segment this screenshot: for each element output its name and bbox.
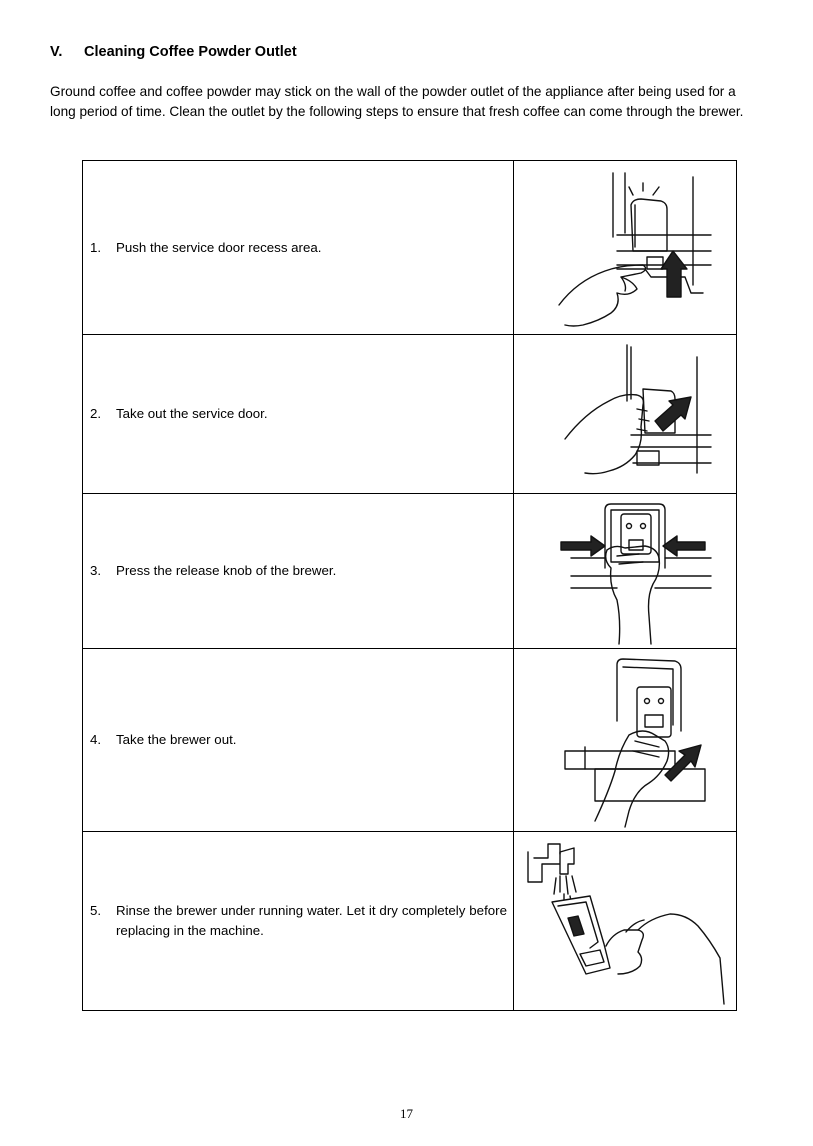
step-row-2	[83, 335, 737, 494]
step-number: 3.	[90, 563, 102, 578]
section-heading	[50, 44, 297, 60]
step-number: 1.	[90, 239, 102, 255]
step-image-cell	[514, 649, 737, 832]
section-number: V.	[50, 44, 63, 60]
press-service-door-illustration	[525, 165, 725, 330]
step-text-cell	[83, 335, 514, 494]
intro-paragraph: Ground coffee and coffee powder may stick on the wall of the powder outlet of the appliance after being used for a long period of time. Clean the outlet by the following steps to ensure that fresh coffee can come through the brewer.	[50, 84, 744, 119]
step-text: Push the service door recess area.	[116, 239, 322, 255]
page-number: 17	[400, 1106, 413, 1121]
step-text-cell	[83, 832, 514, 1011]
step-image-cell	[514, 494, 737, 649]
step-row-4	[83, 649, 737, 832]
step-text: Rinse the brewer under running water. Let it dry completely before replacing in the machine.	[116, 903, 507, 938]
step-text-cell	[83, 494, 514, 649]
step-text-cell	[83, 161, 514, 335]
remove-service-door-illustration	[525, 339, 725, 489]
step-number: 4.	[90, 732, 102, 747]
step-text: Take out the service door.	[116, 406, 268, 421]
step-image-cell	[514, 832, 737, 1011]
step-number: 5.	[90, 903, 102, 918]
step-number: 2.	[90, 406, 102, 421]
step-row-3	[83, 494, 737, 649]
step-row-1	[83, 161, 737, 335]
press-release-knob-illustration	[525, 496, 725, 646]
step-text: Take the brewer out.	[116, 732, 237, 747]
step-text-cell	[83, 649, 514, 832]
step-image-cell	[514, 335, 737, 494]
step-row-5	[83, 832, 737, 1011]
step-image-cell	[514, 161, 737, 335]
remove-brewer-illustration	[525, 651, 725, 829]
rinse-brewer-illustration	[520, 834, 730, 1008]
step-text: Press the release knob of the brewer.	[116, 563, 337, 578]
section-title: Cleaning Coffee Powder Outlet	[84, 44, 297, 60]
steps-table	[82, 160, 737, 1011]
